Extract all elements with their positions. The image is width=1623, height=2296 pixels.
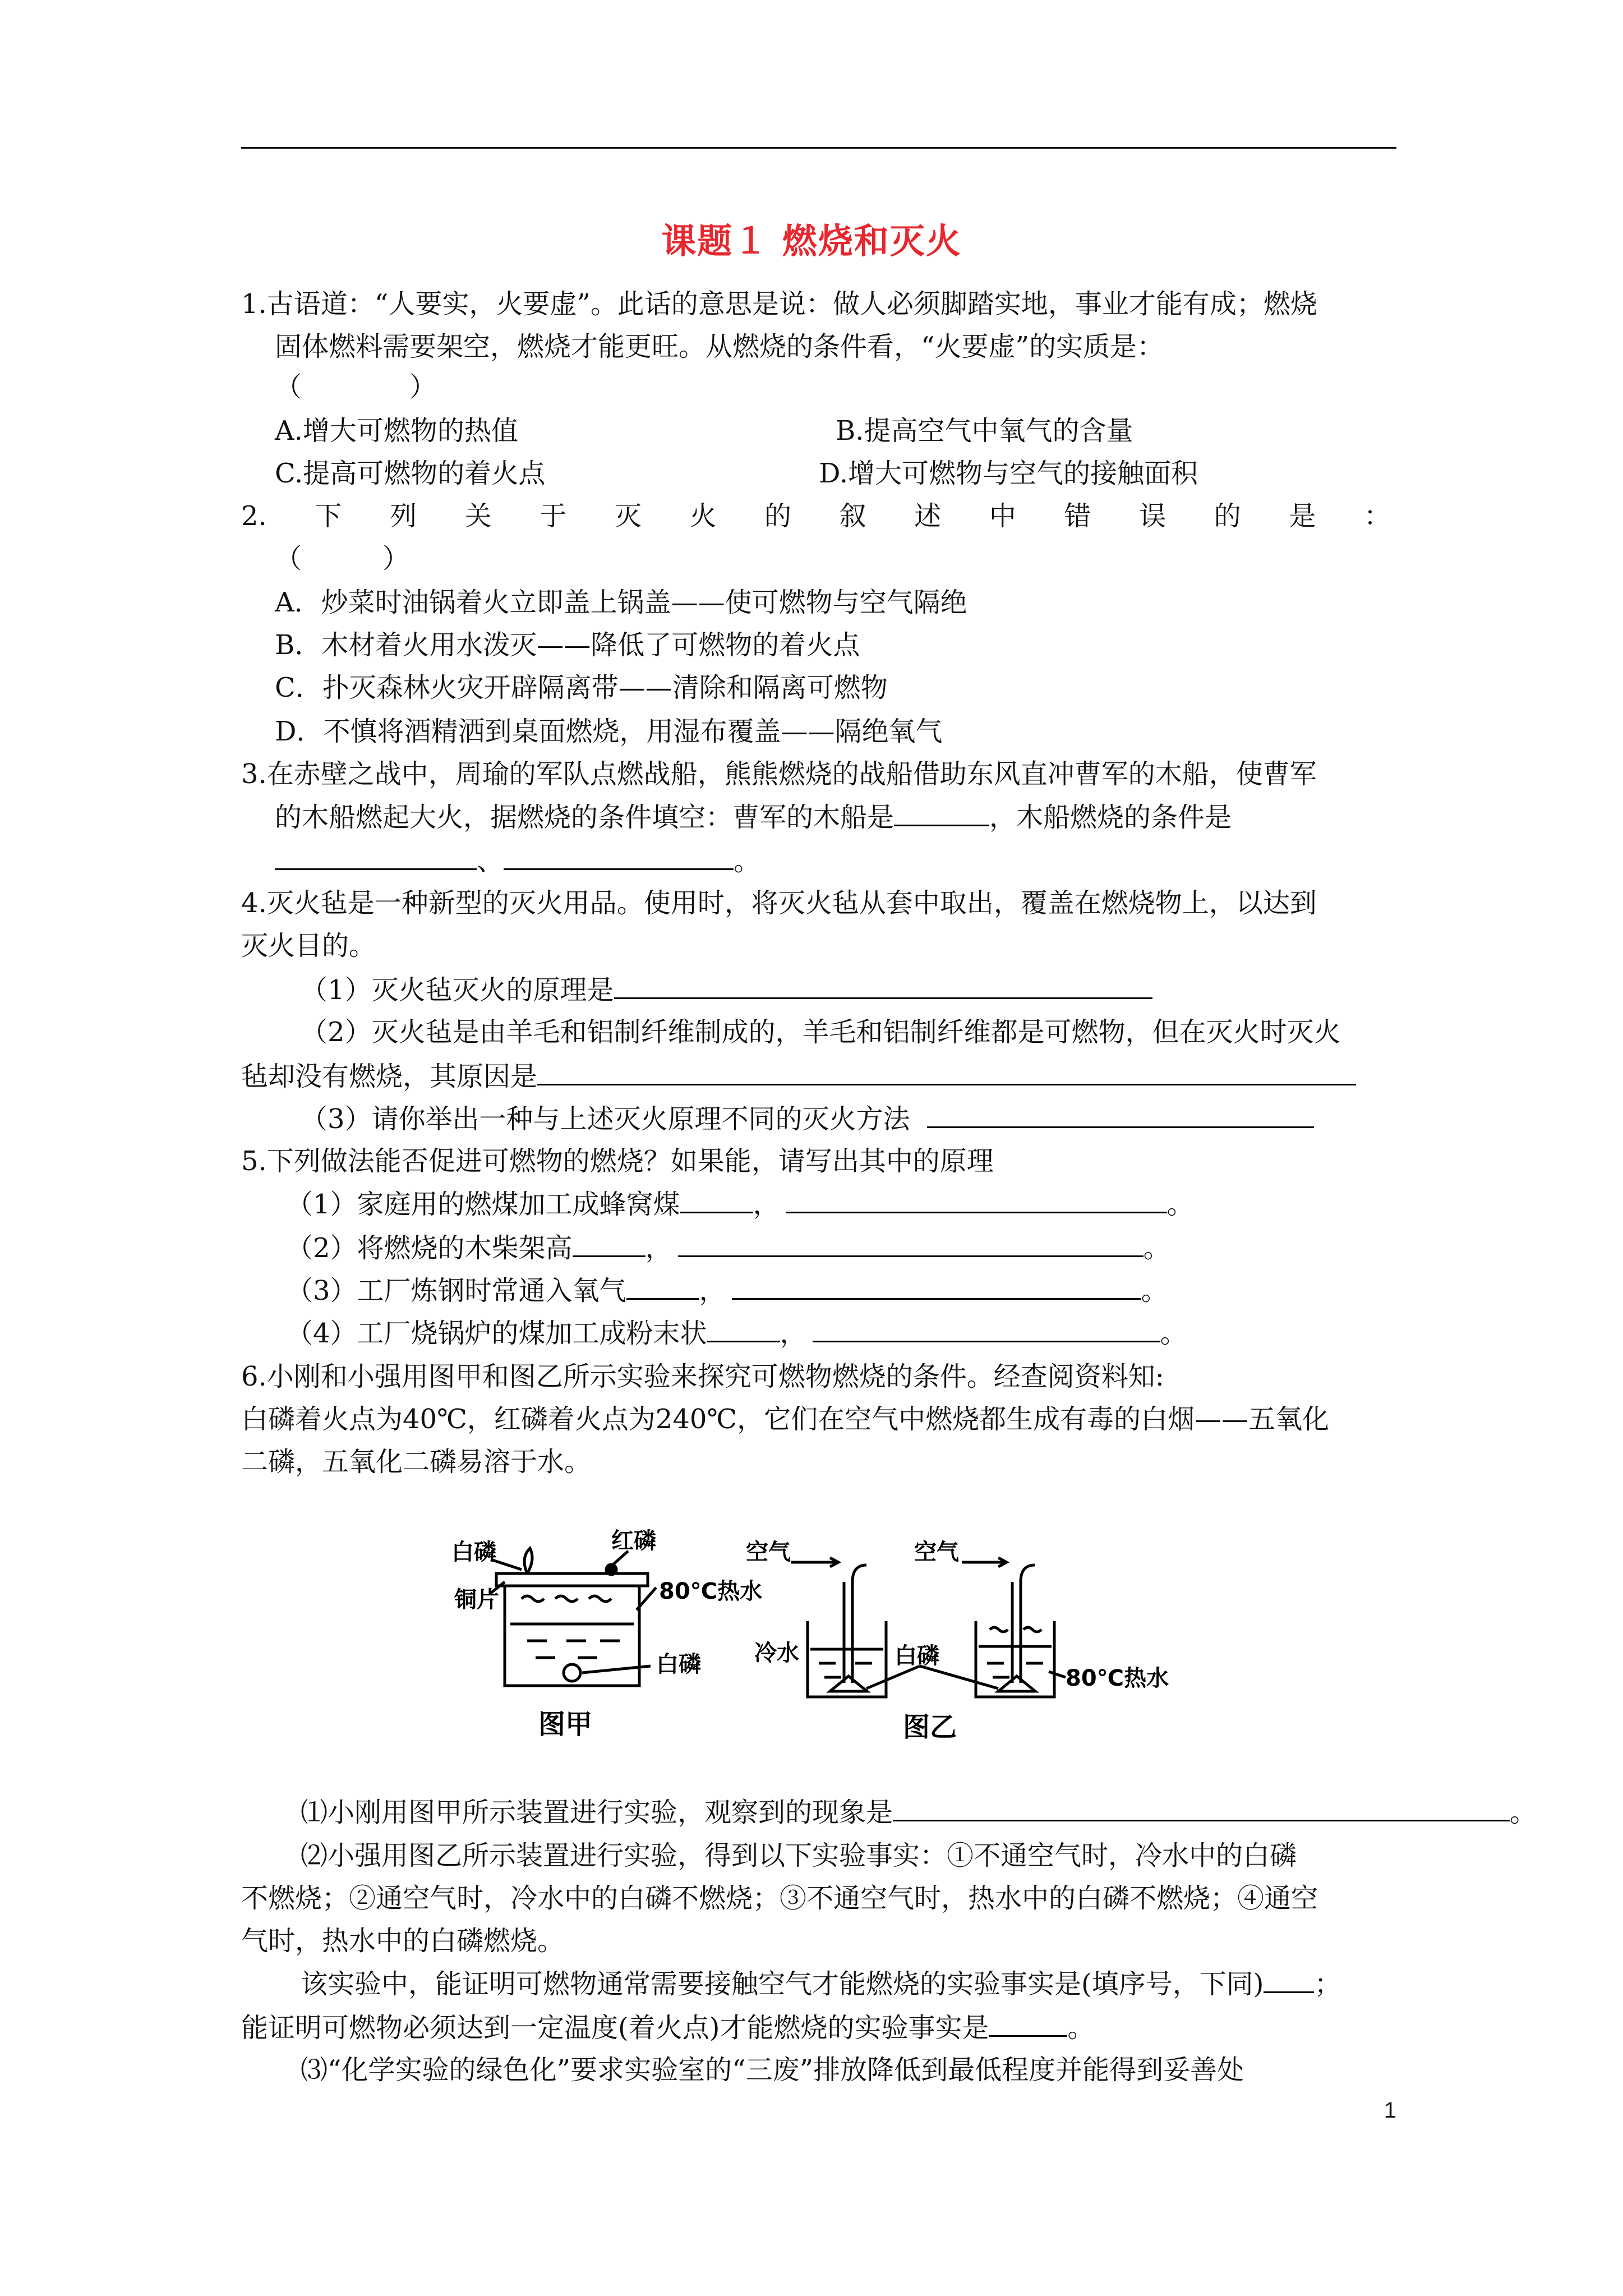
q6-line3: 二磷，五氧化二磷易溶于水。 (241, 1446, 592, 1478)
q3-line3: 、 。 (275, 844, 760, 878)
experiment-figure (437, 1526, 1211, 1750)
label-copper: 铜片 (454, 1587, 499, 1613)
q2-option-b: B．木材着火用水泼灭——降低了可燃物的着火点 (275, 629, 860, 661)
q5-blank-2a[interactable] (573, 1231, 645, 1257)
q2-line1: 2. 下 列 关 于 灭 火 的 叙 述 中 错 误 的 是 ： (241, 500, 1391, 532)
q6-part4: ⑶“化学实验的绿色化”要求实验室的“三废”排放降低到最低程度并能得到妥善处 (301, 2054, 1244, 2086)
leader-hot-water-2 (1049, 1672, 1066, 1677)
q3-blank-2[interactable] (275, 844, 477, 870)
q6-line2: 白磷着火点为40℃，红磷着火点为240℃，它们在空气中燃烧都生成有毒的白烟——五氧化 (241, 1404, 1330, 1435)
q1-option-d: D.增大可燃物与空气的接触面积 (819, 458, 1198, 489)
q2-line2: （ ） (275, 543, 410, 574)
label-hot-water-2: 80℃热水 (1066, 1665, 1169, 1691)
page-title: 课题１ 燃烧和灭火 (661, 220, 962, 261)
q2-option-d: D．不慎将酒精洒到桌面燃烧，用湿布覆盖——隔绝氧气 (275, 716, 943, 747)
q1-line2: 固体燃料需要架空，燃烧才能更旺。从燃烧的条件看，“火要虚”的实质是： (275, 331, 1164, 362)
label-air-2: 空气 (914, 1539, 959, 1565)
q6-part1: ⑴小刚用图甲所示装置进行实验，观察到的现象是 。 (301, 1795, 1537, 1829)
q5-sub2: （2）将燃烧的木柴架高 ， 。 (286, 1231, 1170, 1265)
q5-sub3: （3）工厂炼钢时常通入氧气 ， 。 (286, 1273, 1168, 1308)
q1-option-b: B.提高空气中氧气的含量 (836, 415, 1133, 447)
steam (522, 1596, 611, 1602)
q5-blank-3a[interactable] (626, 1273, 699, 1300)
q4-sub2: （2）灭火毡是由羊毛和铝制纤维制成的，羊毛和铝制纤维都是可燃物，但在灭火时灭火 (301, 1016, 1341, 1048)
figure-a (491, 1548, 656, 1686)
q2-option-a: A．炒菜时油锅着火立即盖上锅盖——使可燃物与空气隔绝 (275, 587, 967, 618)
caption-b: 图乙 (903, 1711, 957, 1743)
q5-blank-2b[interactable] (678, 1231, 1144, 1257)
page-number: 1 (1384, 2098, 1396, 2123)
q3-blank-3[interactable] (504, 844, 734, 870)
q4-blank-3[interactable] (927, 1102, 1314, 1128)
q5-line1: 5.下列做法能否促进可燃物的燃烧？如果能，请写出其中的原理 (241, 1145, 994, 1177)
q5-blank-1a[interactable] (680, 1187, 753, 1213)
caption-a: 图甲 (538, 1709, 593, 1740)
tube-b2 (1012, 1565, 1035, 1683)
q3-line2: 的木船燃起大火，据燃烧的条件填空：曹军的木船是 ，木船燃烧的条件是 (275, 800, 1232, 834)
q6-line1: 6.小刚和小强用图甲和图乙所示实验来探究可燃物燃烧的条件。经查阅资料知: (241, 1361, 1164, 1392)
flame-icon (524, 1548, 532, 1573)
q6-part2c: 气时，热水中的白磷燃烧。 (241, 1925, 565, 1957)
label-white-phosphorus-3: 白磷 (895, 1643, 939, 1669)
label-white-phosphorus-2: 白磷 (656, 1651, 701, 1677)
label-white-phosphorus: 白磷 (451, 1539, 496, 1565)
q6-blank-1[interactable] (893, 1795, 1510, 1821)
q2-option-c: C．扑灭森林火灾开辟隔离带——清除和隔离可燃物 (275, 672, 888, 703)
q5-blank-1b[interactable] (786, 1187, 1167, 1213)
q5-blank-4a[interactable] (707, 1316, 780, 1342)
q6-part3b: 能证明可燃物必须达到一定温度(着火点)才能燃烧的实验事实是 。 (241, 2010, 1094, 2045)
q6-part2a: ⑵小强用图乙所示装置进行实验，得到以下实验事实：①不通空气时，冷水中的白磷 (301, 1840, 1297, 1871)
q3-blank-1[interactable] (894, 800, 989, 826)
q4-sub3: （3）请你举出一种与上述灭火原理不同的灭火方法 (301, 1102, 1314, 1136)
q5-sub1: （1）家庭用的燃煤加工成蜂窝煤 ， 。 (286, 1187, 1194, 1221)
q6-part3a: 该实验中，能证明可燃物通常需要接触空气才能燃烧的实验事实是(填序号，下同) ； (301, 1967, 1341, 2001)
water-lines-a (527, 1641, 620, 1658)
leader-white-p3b (920, 1666, 998, 1688)
steam-b2 (990, 1627, 1041, 1632)
white-phosphorus-ball (564, 1664, 580, 1681)
water-lines-b2 (987, 1663, 1043, 1677)
label-hot-water: 80℃热水 (659, 1579, 763, 1604)
figure-b (791, 1558, 1066, 1697)
red-phosphorus-dot (606, 1565, 616, 1575)
q4-blank-1[interactable] (614, 973, 1152, 999)
q4-line1: 4.灭火毡是一种新型的灭火用品。使用时，将灭火毡从套中取出，覆盖在燃烧物上，以达到 (241, 887, 1317, 919)
q1-line1: 1.古语道：“人要实，火要虚”。此话的意思是说：做人必须脚踏实地，事业才能有成；燃烧 (241, 288, 1317, 320)
q6-blank-3[interactable] (989, 2010, 1067, 2037)
q4-sub1: （1）灭火毡灭火的原理是 (301, 973, 1152, 1007)
q4-line2: 灭火目的。 (241, 930, 376, 961)
label-air-1: 空气 (746, 1539, 791, 1565)
q6-blank-2[interactable] (1264, 1967, 1314, 1993)
q6-part2b: 不燃烧；②通空气时，冷水中的白磷不燃烧；③不通空气时，热水中的白磷不燃烧；④通空 (241, 1883, 1318, 1914)
q5-blank-4b[interactable] (813, 1316, 1160, 1342)
label-cold-water: 冷水 (754, 1640, 799, 1666)
q5-blank-3b[interactable] (732, 1273, 1141, 1300)
label-red-phosphorus: 红磷 (611, 1528, 656, 1554)
q1-option-c: C.提高可燃物的着火点 (275, 458, 546, 489)
q1-option-a: A.增大可燃物的热值 (275, 415, 518, 447)
q4-sub2b: 毡却没有燃烧，其原因是 (241, 1059, 1356, 1093)
copper-plate (496, 1573, 648, 1586)
header-rule (241, 147, 1396, 149)
q1-line3: （ ） (275, 371, 437, 403)
q5-sub4: （4）工厂烧锅炉的煤加工成粉末状 ， 。 (286, 1316, 1187, 1350)
tube-b1 (844, 1565, 866, 1683)
q4-blank-2[interactable] (537, 1059, 1356, 1085)
q3-line1: 3.在赤壁之战中，周瑜的军队点燃战船，熊熊燃烧的战船借助东风直冲曹军的木船，使曹军 (241, 758, 1317, 790)
leader-white-p3a (866, 1666, 920, 1688)
